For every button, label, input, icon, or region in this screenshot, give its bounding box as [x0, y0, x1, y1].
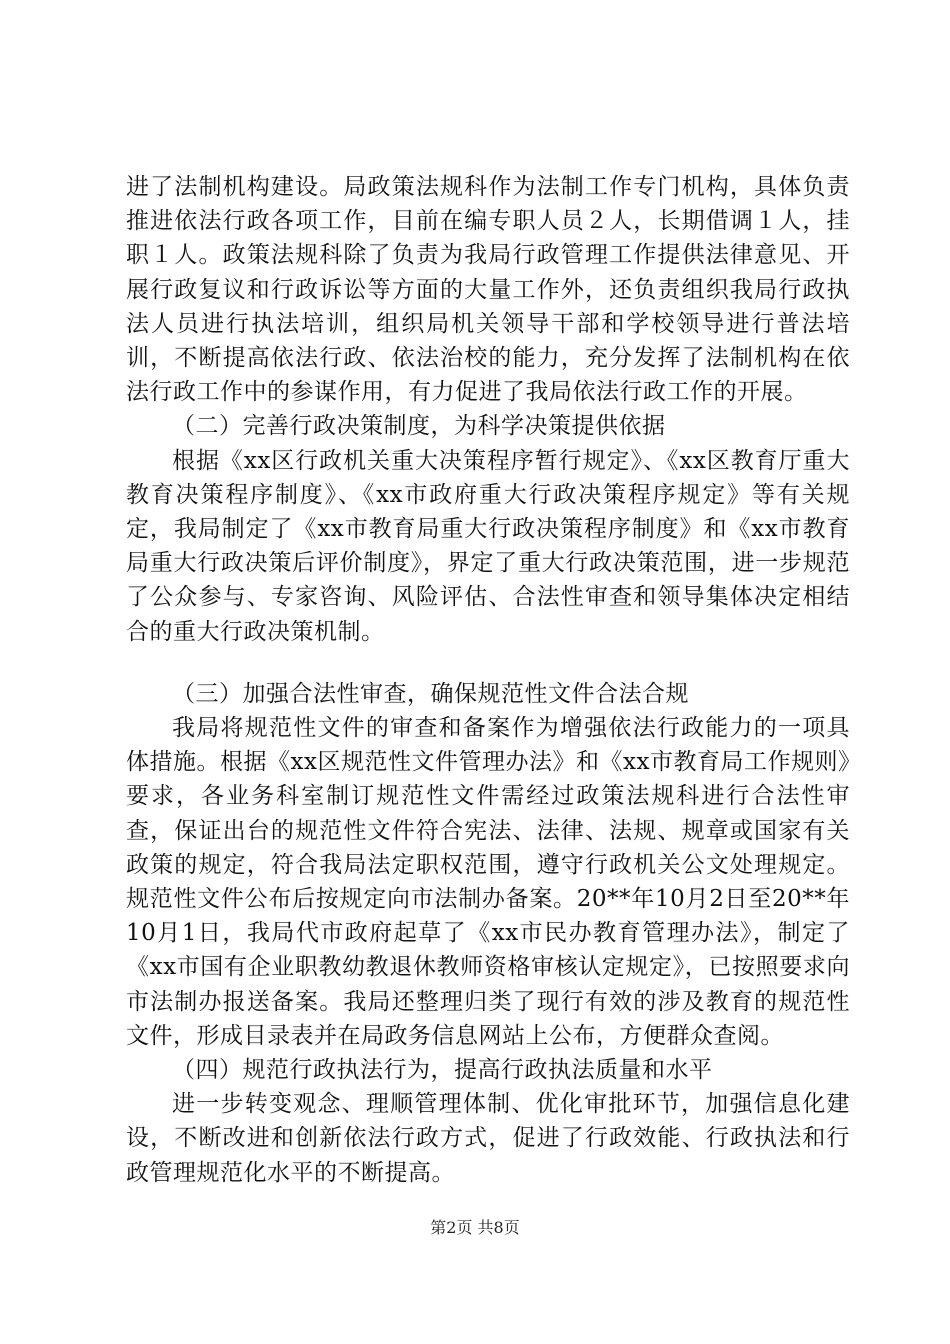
paragraph-decision-system: 根据《xx区行政机关重大决策程序暂行规定》、《xx区教育厅重大教育决策程序制度》、《xx市政府重大行政决策程序规定》等有关规定，我局制定了《xx市教育局重大行政决策程序制度》和《xx市教育局重大行政决策后评价制度》，界定了重大行政决策范围，进一步规范了公众参与、专家咨询、风险评估、合法性审查和领导集体决定相结合的重大行政决策机制。 [126, 447, 850, 645]
heading-section-2: （二）完善行政决策制度，为科学决策提供依据 [172, 413, 666, 440]
paragraph-enforcement: 进一步转变观念、理顺管理体制、优化审批环节，加强信息化建设，不断改进和创新依法行政方式，促进了行政效能、行政执法和行政管理规范化水平的不断提高。 [126, 1091, 850, 1186]
paragraph-legality-review: 我局将规范性文件的审查和备案作为增强依法行政能力的一项具体措施。根据《xx区规范性文件管理办法》和《xx市教育局工作规则》要求，各业务科室制订规范性文件需经过政策法规科进行合法性审查，保证出台的规范性文件符合宪法、法律、法规、规章或国家有关政策的规定，符合我局法定职权范围，遵守行政机关公文处理规定。规范性文件公布后按规定向市法制办备案。20**年10月2日至20**年10月1日，我局代市政府起草了《xx市民办教育管理办法》，制定了《xx市国有企业职教幼教退休教师资格审核认定规定》，已按照要求向市法制办报送备案。我局还整理归类了现行有效的涉及教育的规范性文件，形成目录表并在局政务信息网站上公布，方便群众查阅。 [126, 715, 850, 1049]
document-body [126, 170, 850, 1190]
paragraph-legal-institution: 进了法制机构建设。局政策法规科作为法制工作专门机构，具体负责推进依法行政各项工作，目前在编专职人员２人，长期借调１人，挂职１人。政策法规科除了负责为我局行政管理工作提供法律意见、开展行政复议和行政诉讼等方面的大量工作外，还负责组织我局行政执法人员进行执法培训，组织局机关领导干部和学校领导进行普法培训，不断提高依法行政、依法治校的能力，充分发挥了法制机构在依法行政工作中的参谋作用，有力促进了我局依法行政工作的开展。 [126, 174, 850, 406]
heading-section-3: （三）加强合法性审查，确保规范性文件合法合规 [172, 680, 689, 707]
page-number-footer: 第2页 共8页 [430, 1218, 520, 1237]
heading-section-4: （四）规范行政执法行为，提高行政执法质量和水平 [172, 1057, 713, 1084]
